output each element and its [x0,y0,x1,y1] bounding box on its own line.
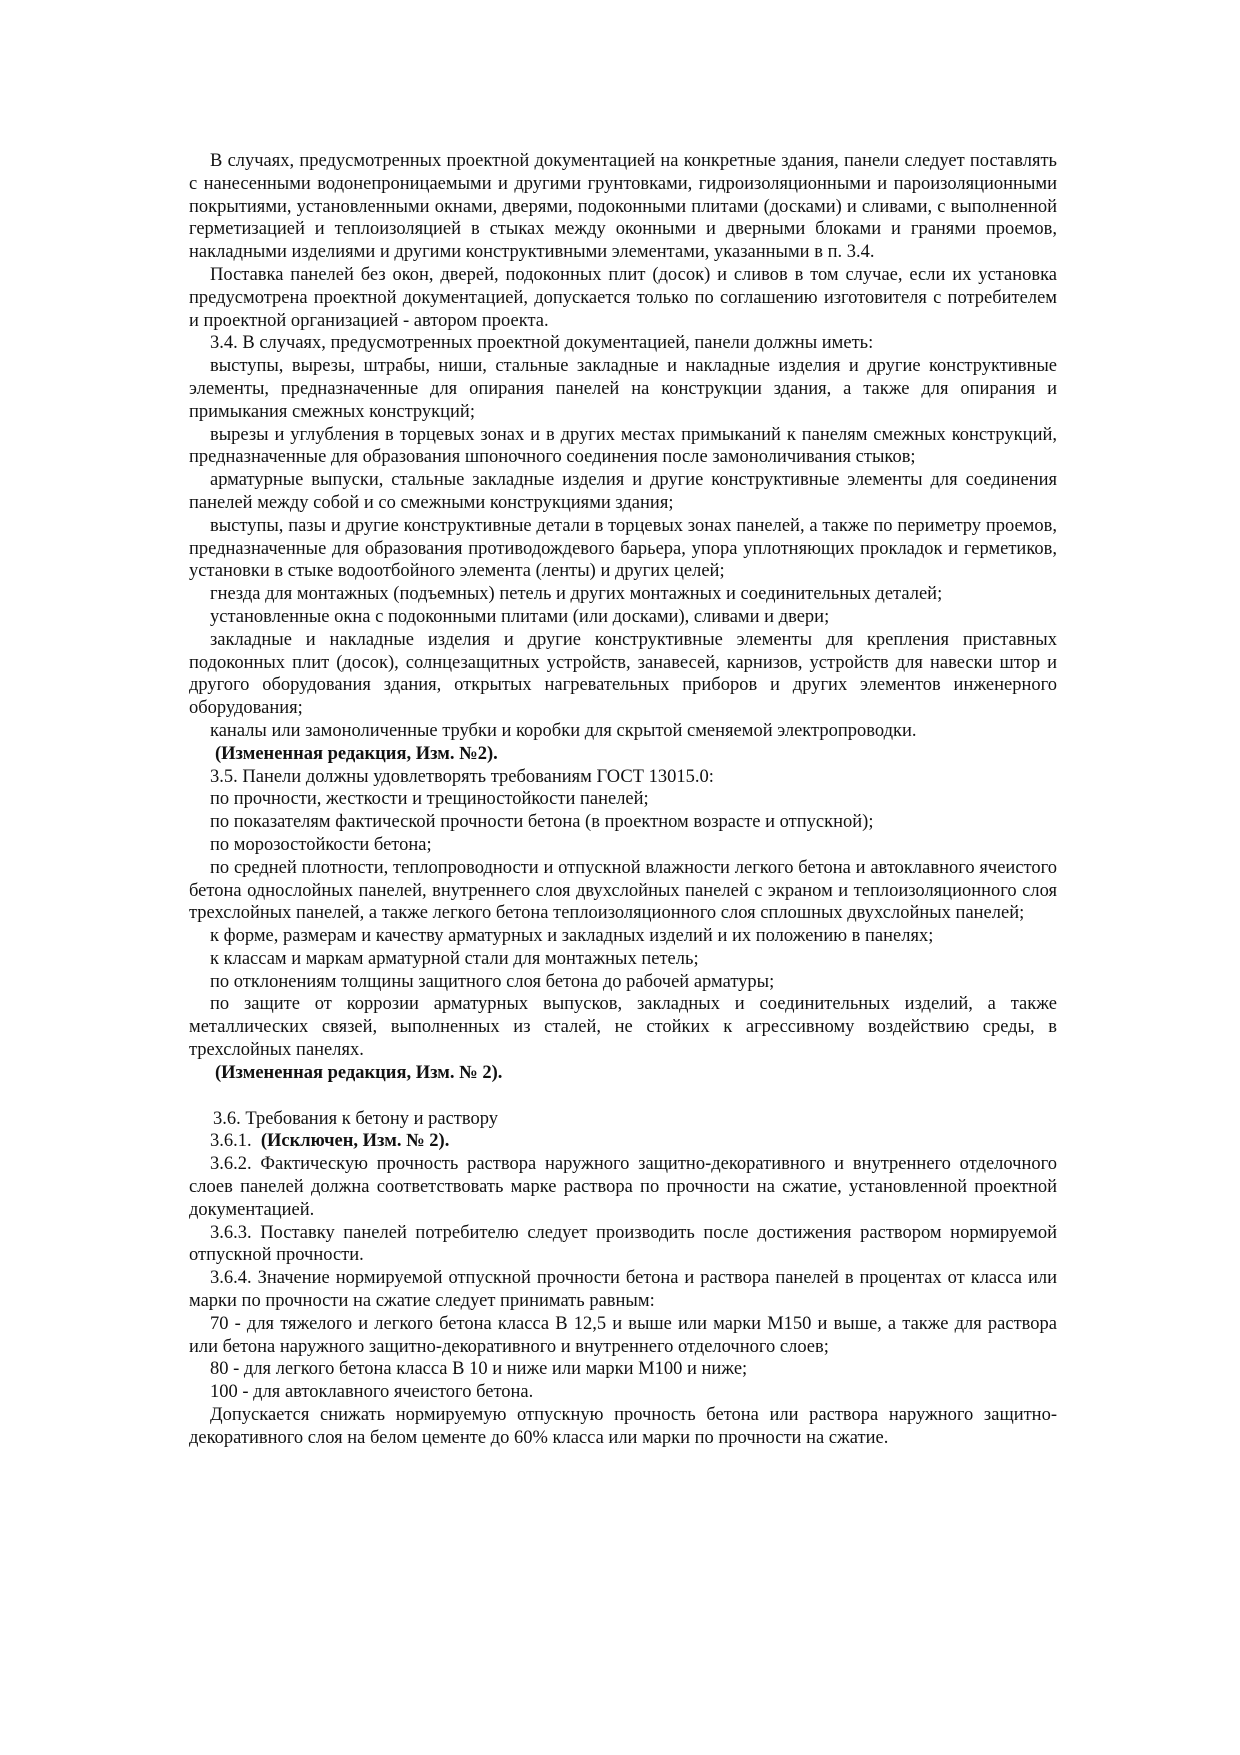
spacer [189,1085,1057,1108]
section-3-6-1 [189,1130,1057,1153]
list-item: 100 - для автоклавного ячеистого бетона. [210,1382,534,1403]
list-item: по показателям фактической прочности бетона (в проектном возрасте и отпускной); [210,812,874,833]
section-3-6-2: 3.6.2. Фактическую прочность раствора наружного защитно-декоративного и внутреннего отделочного слоев панелей должна соответствовать марке раствора по прочности на сжатие, установленной проектной документацией. [189,1154,1057,1220]
list-item: к форме, размерам и качеству арматурных и закладных изделий и их положению в панелях; [210,926,934,947]
amendment-note: (Измененная редакция, Изм. №2). [215,743,498,764]
list-item: 70 - для тяжелого и легкого бетона класса В 12,5 и выше или марки М150 и выше, а также для раствора или бетона наружного защитно-декоративного и внутреннего отделочного слоев; [189,1313,1057,1357]
list-item: гнезда для монтажных (подъемных) петель и других монтажных и соединительных деталей; [210,584,943,605]
list-item: по морозостойкости бетона; [210,834,432,855]
list-item: установленные окна с подоконными плитами (или досками), сливами и двери; [210,606,830,627]
list-item: по средней плотности, теплопроводности и отпускной влажности легкого бетона и автоклавного ячеистого бетона однослойных панелей, внутреннего слоя двухслойных панелей с экраном и теплоизоляционного слоя трехслойных панелей, а также легкого бетона теплоизоляционного слоя сплошных двухслойных панелей; [189,857,1057,924]
list-item: по отклонениям толщины защитного слоя бетона до рабочей арматуры; [210,971,775,992]
paragraph: Допускается снижать нормируемую отпускную прочность бетона или раствора наружного защитно-декоративного слоя на белом цементе до 60% класса или марки по прочности на сжатие. [189,1405,1057,1448]
paragraph: В случаях, предусмотренных проектной документацией на конкретные здания, панели следует поставлять с нанесенными водонепроницаемыми и другими грунтовками, гидроизоляционными и пароизоляционными покрытиями, установленными окнами, дверями, подоконными плитами (досками) и сливами, с выполненной герметизацией и теплоизоляцией в стыках между оконными и дверными блоками и гранями проемов, накладными изделиями и другими конструктивными элементами, указанными в п. 3.4. [189,151,1057,263]
list-item: по защите от коррозии арматурных выпусков, закладных и соединительных изделий, а также металлических связей, выполненных из сталей, не стойких к агрессивному воздействию среды, в трехслойных панелях. [189,994,1057,1061]
list-item: вырезы и углубления в торцевых зонах и в других местах примыканий к панелям смежных конструкций, предназначенные для образования шпоночного соединения после замоноличивания стыков; [189,424,1057,468]
list-item: по прочности, жесткости и трещиностойкости панелей; [210,789,649,810]
list-item: 80 - для легкого бетона класса В 10 и ниже или марки М100 и ниже; [210,1359,748,1380]
excluded-note: (Исключен, Изм. № 2). [260,1131,450,1152]
section-3-4-heading: 3.4. В случаях, предусмотренных проектной документацией, панели должны иметь: [210,333,874,354]
document-body [189,150,1057,1450]
list-item: выступы, вырезы, штрабы, ниши, стальные закладные и накладные изделия и другие конструктивные элементы, предназначенные для опирания панелей на конструкции здания, а также для опирания и примыкания смежных конструкций; [189,356,1057,422]
list-item: каналы или замоноличенные трубки и коробки для скрытой сменяемой электропроводки. [210,720,917,741]
list-item: выступы, пазы и другие конструктивные детали в торцевых зонах панелей, а также по периметру проемов, предназначенные для образования противодождевого барьера, упора уплотняющих прокладок и герметиков, установки в стыке водоотбойного элемента (ленты) и других целей; [189,515,1057,582]
clause-number: 3.6.1. [210,1131,252,1152]
amendment-note: (Измененная редакция, Изм. № 2). [215,1062,503,1083]
section-3-6-3: 3.6.3. Поставку панелей потребителю следует производить после достижения раствором нормируемой отпускной прочности. [189,1222,1057,1266]
list-item: закладные и накладные изделия и другие конструктивные элементы для крепления приставных подоконных плит (досок), солнцезащитных устройств, занавесей, карнизов, устройств для навески штор и другого оборудования здания, открытых нагревательных приборов и других элементов инженерного оборудования; [189,629,1057,719]
section-3-6-heading: 3.6. Требования к бетону и раствору [213,1108,498,1129]
section-3-5-heading: 3.5. Панели должны удовлетворять требованиям ГОСТ 13015.0: [210,766,714,787]
list-item: арматурные выпуски, стальные закладные изделия и другие конструктивные элементы для соединения панелей между собой и со смежными конструкциями здания; [189,470,1057,513]
section-3-6-4: 3.6.4. Значение нормируемой отпускной прочности бетона и раствора панелей в процентах от класса или марки по прочности на сжатие следует принимать равным: [189,1268,1057,1312]
list-item: к классам и маркам арматурной стали для монтажных петель; [210,948,699,969]
paragraph: Поставка панелей без окон, дверей, подоконных плит (досок) и сливов в том случае, если их установка предусмотрена проектной документацией, допускается только по соглашению изготовителя с потребителем и проектной организацией - автором проекта. [189,264,1057,331]
